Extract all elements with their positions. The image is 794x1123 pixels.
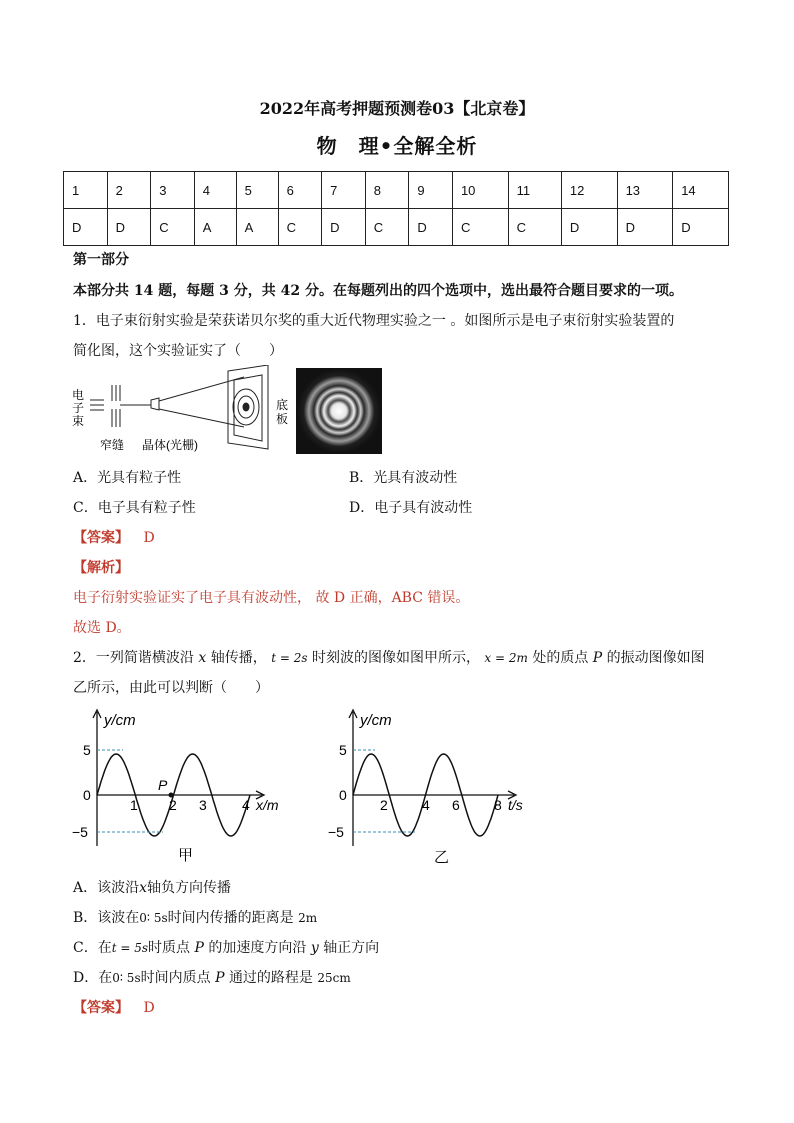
q2-var-x: x — [198, 650, 207, 666]
q1-analysis: 电子衍射实验证实了电子具有波动性， 故 D 正确，ABC 错误。 — [73, 590, 470, 606]
x-tick-2: 2 — [169, 797, 177, 813]
exam-subtitle: 物 理•全解全析 — [316, 134, 478, 158]
answer-value: D — [143, 530, 155, 546]
option-text: B．该波在 — [73, 910, 140, 926]
q2-text: 时刻波的图像如图甲所示， — [311, 650, 480, 666]
q1-analysis-label: 【解析】 — [73, 560, 129, 576]
question-number-cell: 10 — [452, 172, 508, 209]
beam-label-2: 子 — [72, 401, 85, 415]
question-number-cell: 12 — [561, 172, 617, 209]
q2-option-c — [73, 937, 379, 957]
beam-label-1: 电 — [72, 388, 85, 402]
answer-cell: D — [322, 209, 366, 246]
q2-text: 2．一列简谐横波沿 — [73, 650, 194, 666]
var-x: x — [139, 880, 148, 896]
answer-cell: C — [151, 209, 195, 246]
x-tick-1: 1 — [130, 797, 138, 813]
q1-conclusion: 故选 D。 — [73, 620, 131, 636]
answer-cell: D — [561, 209, 617, 246]
option-text: 通过的路程是 — [228, 970, 313, 986]
part-heading: 第一部分 — [73, 252, 129, 268]
y-axis-label: y/cm — [360, 712, 392, 729]
answer-cell: D — [409, 209, 453, 246]
option-text: 时间内质点 — [140, 970, 211, 986]
question-number-cell: 2 — [107, 172, 151, 209]
question-number-cell: 13 — [617, 172, 673, 209]
q1-stem-line1: 1．电子束衍射实验是荣获诺贝尔奖的重大近代物理实验之一 。如图所示是电子束衍射实验装置的 — [73, 313, 675, 329]
part-instructions: 本部分共 14 题，每题 3 分，共 42 分。在每题列出的四个选项中，选出最符合题目要求的一项。 — [73, 283, 683, 299]
q1-answer — [73, 527, 155, 547]
var-p: P — [215, 970, 225, 986]
answer-cell: D — [673, 209, 729, 246]
graph-caption: 乙 — [434, 849, 450, 866]
q1-option-a: A．光具有粒子性 — [73, 470, 182, 486]
answer-cell: A — [236, 209, 278, 246]
question-number-cell: 3 — [151, 172, 195, 209]
answer-cell: D — [617, 209, 673, 246]
x-axis-label: t/s — [508, 797, 523, 813]
option-text: 时间内传播的距离是 — [167, 910, 294, 926]
question-number-cell: 1 — [64, 172, 108, 209]
q2-x-eq: x = 2m — [484, 651, 528, 665]
option-text: D．在 — [73, 970, 113, 986]
q2-option-d — [73, 967, 351, 987]
y-tick-5: 5 — [83, 742, 91, 758]
option-text: 时质点 — [148, 940, 191, 956]
option-text: C．在 — [73, 940, 112, 956]
graph-caption: 甲 — [178, 847, 194, 864]
question-number-cell: 11 — [508, 172, 561, 209]
y-axis-label: y/cm — [104, 712, 136, 729]
answer-cell: D — [107, 209, 151, 246]
q2-text: 轴传播， — [210, 650, 267, 666]
q2-var-p: P — [592, 650, 603, 666]
x-tick-4: 4 — [422, 797, 430, 813]
question-number-cell: 7 — [322, 172, 366, 209]
answer-table — [63, 171, 729, 246]
option-text: A．该波沿 — [73, 880, 140, 896]
x-tick-8: 8 — [494, 797, 502, 813]
answer-value: D — [143, 1000, 155, 1016]
answer-cell: C — [278, 209, 322, 246]
x-tick-3: 3 — [199, 797, 207, 813]
answer-cell: C — [452, 209, 508, 246]
q2-option-b — [73, 907, 317, 927]
question-number-cell: 6 — [278, 172, 322, 209]
option-text: 轴负方向传播 — [147, 880, 232, 896]
q1-option-b: B．光具有波动性 — [349, 470, 458, 486]
time-range: 0∶ 5s — [112, 971, 141, 985]
q2-graph-vibration — [324, 706, 554, 866]
answer-cell: A — [194, 209, 236, 246]
y-tick-neg5: −5 — [72, 824, 88, 840]
q2-t-eq: t = 2s — [271, 651, 308, 665]
time-eq: t = 5s — [111, 941, 149, 955]
q1-option-d: D．电子具有波动性 — [349, 500, 473, 516]
distance-value: 2m — [298, 911, 318, 925]
point-p-label: P — [158, 777, 168, 793]
question-number-cell: 9 — [409, 172, 453, 209]
y-tick-neg5: −5 — [328, 824, 344, 840]
x-tick-6: 6 — [452, 797, 460, 813]
question-number-cell: 4 — [194, 172, 236, 209]
x-axis-label: x/m — [256, 797, 279, 813]
question-number-cell: 5 — [236, 172, 278, 209]
slit-label: 窄缝 — [100, 438, 125, 452]
plate-label-1: 底 — [276, 398, 289, 412]
q1-stem-line2: 简化图，这个实验证实了（ ） — [73, 343, 283, 359]
x-tick-4: 4 — [242, 797, 250, 813]
q1-option-c: C．电子具有粒子性 — [73, 500, 196, 516]
q2-stem-line2: 乙所示，由此可以判断（ ） — [73, 680, 269, 696]
time-range: 0∶ 5s — [139, 911, 168, 925]
q1-figure-apparatus — [68, 365, 308, 457]
exam-title: 2022年高考押题预测卷03【北京卷】 — [259, 99, 535, 118]
option-text: 轴正方向 — [323, 940, 380, 956]
q2-text: 的振动图像如图 — [606, 650, 705, 666]
q2-graph-wave — [68, 706, 298, 866]
plate-label-2: 板 — [276, 412, 289, 426]
q2-stem-line1 — [73, 647, 705, 667]
q2-option-a — [73, 877, 231, 897]
answer-label: 【答案】 — [73, 1000, 129, 1016]
option-text: 的加速度方向沿 — [208, 940, 307, 956]
q1-diffraction-photo — [296, 368, 382, 454]
crystal-shape — [151, 398, 159, 410]
var-y: y — [310, 940, 319, 956]
q2-answer — [73, 997, 155, 1017]
question-number-cell: 14 — [673, 172, 729, 209]
answer-cell: C — [508, 209, 561, 246]
answer-table-number-row — [64, 172, 729, 209]
answer-table-answer-row — [64, 209, 729, 246]
x-tick-2: 2 — [380, 797, 388, 813]
beam-label-3: 束 — [72, 414, 85, 428]
answer-cell: D — [64, 209, 108, 246]
question-number-cell: 8 — [365, 172, 409, 209]
y-tick-0: 0 — [339, 787, 347, 803]
var-p: P — [194, 940, 204, 956]
q2-text: 处的质点 — [532, 650, 589, 666]
answer-label: 【答案】 — [73, 530, 129, 546]
path-value: 25cm — [317, 971, 351, 985]
answer-cell: C — [365, 209, 409, 246]
crystal-label: 晶体(光栅) — [142, 438, 198, 452]
y-tick-0: 0 — [83, 787, 91, 803]
y-tick-5: 5 — [339, 742, 347, 758]
